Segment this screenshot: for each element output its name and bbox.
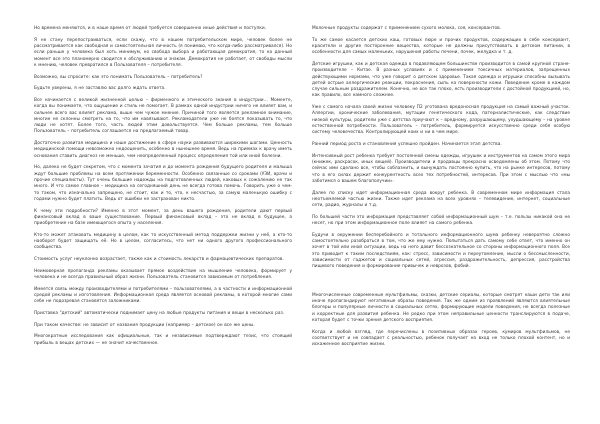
paragraph: Достаточно развитая медицина и наше достижение в сфере науки развиваются широкими шагами. Ценность медицинской помощи невозможно недооценить, особенно в нынешнее время. Ведь на приемах к врачу иметь основания ставить диагноз не меньше, чем неопределенный процесс определения той или иной болезни. [34, 141, 292, 159]
paragraph: Многочисленные современные мультфильмы, сказки, детские сериалы, которые смотрят наши дети так или иначе пропагандируют негативные образы поведения. Так же одним из проявлений являются влиятельные блогеры и популярные личности в социальных сетях, формирующие модели поведения, не всегда полезные и корректные для развития ребенка. Не редко при этом неправильные ценности транслируются в подаче, которая будет с точки зрения детского восприятия. [312, 292, 570, 323]
paragraph: Я не стану перепостраиваться, если скажу, что в нашем потребительском мире, человек более не рассматривается как свободная и самостоятельная личность (я понимаю, что когда-либо рассматривался). Но если раньше у человека был хоть минимум, но свобода выбора и работающая демократия, то на данный момент все это планомерно сводится к обслуживанию и знакам. Демократия не работает, от свободы мысли к мнению, человек превратился в Пользователя – потребителя. [34, 37, 292, 68]
paragraph: Будучи в окружении бесперебойного и тотального информационного шума ребенку невероятно сложно самостоятельно разобраться в том, что же ему нужно. Попытаться дать самому себе ответ, что именно он хочет в той или иной ситуации, ведь на него давит бессознательное со стороны информационного поля. Все это приводит к таким последствиям, как: стресс, зависимости и переутомление, мысли о бессмысленности, зависимости от гаджетов и социальных сетей, агрессия, раздражительность, депрессия, расстройства пищевого поведения и формирование привычек и неврозов, фобий. [312, 232, 570, 270]
paragraph: Но времена меняются, и в наше время от людей требуется совершенно иные действия и поступки. [34, 26, 267, 31]
paragraph: Возможно, вы спросите: как это понимать Пользователь – потребитель? [34, 74, 203, 80]
paragraph: При таком качестве: не зависит от названия продукции (например – детское) он все же цены. [34, 322, 255, 328]
paragraph: Все начинается с великой жизненной целью – фирменного и этического знания в индустрии... Моменте, когда вы понимаете, что ощущение и стиль не помогает. В рамках одной индустрии ничего не влияет вам, и сильнее всего вас влияет реклама, выше чем чужое мнение. Причиной того является рекламное внимание, многие не склонны смотреть на то, что им навязывают. Рекламодатели уже не боятся показывать то, что люди не хотят. Более того, часть людей этим довольствуется. Чем больше рекламы, тем больше Пользователь – потребитель соглашается на предлагаемый товар. [34, 97, 292, 135]
paragraph: По большей части это информация представляет собой информационный шум – т.е. пользы никакой она не несет, но при этом информационное поле влияет на самого ребенка. [312, 214, 570, 227]
paragraph: Когда и любой взгляд, где перечислены в позитивных образах героев, кумиров мультфильмов, не соответствует и не совпадает с реальностью, ребенок получает на вход не только плохой контент, но и искаженное восприятие жизни. [312, 329, 570, 348]
paragraph: Детские игрушки, как и детская одежда в подавляющем большинстве производится в самой крупной стране-производителе – Китае. В разных условиях и с применением токсичных материалов, запрещенных действующими нормами, что уже говорит о детском здоровье. Такая одежда и игрушки способны вызывать детей острые аллергические реакции, покраснения, сыпь на поверхности кожи. Поведение кроме в каждом случае сильным раздражителем. Конечно, не все так плохо, есть производители с достойной продукцией, но, как правило, все намного сложнее. [312, 61, 570, 99]
paragraph: Будьте уверены, я не заставлю вас долго ждать ответа. [34, 86, 166, 92]
right-column [312, 26, 570, 412]
paragraph: Стоимость услуг неуклонно возрастает, также как и стоимость лекарств и фармацевтических препаратов. [34, 257, 284, 263]
paragraph: Ранний период роста и становления успешно пройден. Начинается этап детства. [312, 142, 502, 148]
paragraph: Многократные исследования как официальные, так и независимые подтверждают тезис, что стоящий прибыль в вещах детских — не значит качественное. [34, 334, 292, 346]
paragraph: Но, далеко не будет секретом, что с момента зачатия и до момента рождения будущего родителя и малыша ждут большие проблемы на всем протяжении беременности. Особенно связанные со сроками (УЗИ, врачи и прочие специалисты). Тут очень большие надежды на подготовленных людей, каковых к сожалению не так много. И что самое главное – медицина на сегодняшний день не всегда готова помочь. Говорить уже о чем-то таком, что изначально запрещено, не стоит, как и то, что, к несчастью, за самую маленькую ошибку с годами нужно будет платить. Ведь от ошибки не застрахован никто. [34, 165, 292, 202]
paragraph: Неимоверная пропаганда рекламы оказывает прямое воздействие на мышление человека, формирует у человека и не всегда правильный образ жизни. Пользователь становится зависимым от потребления. [34, 268, 292, 281]
paragraph: Имеется связь между производителями и потребителями – пользователями, а в частности и информационной средой рекламы и изготовления. Информационная среда является основой рекламы, в которой многие сами себе не подозревая становятся заложниками. [34, 286, 292, 305]
paragraph: Далее по списку идет информационная среда вокруг ребенка. В современном мире информация стала неотъемлемой частью жизни. Также идет реклама на всех уровнях – телевидение, интернет, социальные сети, радио, журналы и т.д. [312, 190, 570, 209]
paragraph: Интенсивный рост ребенка требует постоянной смены одежды, игрушек и инструментов на самом этого мира (книжек, раскрасок, иных вещей). Производители и продавцы прекрасно осведомлены об этом. Потому что сейчас ими сделано все, чтобы соблазнить, и вынуждать постоянно купить, что на рынке интересов, потому что в его силах держит конкурентность всех тех потребностей, интересов. При этом с мыслью что «мы заботимся о вашем благополучии». [312, 153, 571, 184]
paragraph: Уже с самого начала своей жизни человеку П2 уготована вредоносная продукция на самый важный участок. Аллергии, хронические заболевания, мутации генетического кода, патерналистические, как следствие низкой культуры, родители уже с детства приучают к – вредному, разрушающему, ухудшающему – на уровне естественной потребности. Пользователь – потребитель, формируется искусственно среди себя особую систему человечества. Контролирующей коих и ни в чем мире. [312, 105, 570, 136]
paragraph: То же самое касается детских каш, готовых пюре и прочих продуктов, содержащих в себе консервант, красители и другие посторонние вещества, которые не должны присутствовать в детском питании, в особенности для самых маленьких, нарушения работы печени, почек, желудка и т. д. [312, 37, 570, 56]
paragraph: Приставка "детский" автоматически поднимает цену на любые продукты питания и вещи в несколько раз. [34, 311, 285, 317]
left-column [34, 26, 292, 412]
paragraph: Молочные продукты содержат с применением сухого молока, соя, консервантов. [312, 26, 501, 31]
paragraph: К чему эти подробности? Именно в этот момент, за день вашего рождения, родители дают первый финансовый вклад в ваше существование. Первый финансовый вклад – это не вклад в будущее, а приобретение на базе имеющегося опыта у населения. [34, 208, 292, 227]
paragraph: Кто-то может атаковать медицину в целом, как то искусственный метод поддержки жизни у неё, а кто-то наоборот будет защищать её. Но в целом, согласитесь, что нет ни одного другого профессионального сообщества. [34, 232, 292, 251]
